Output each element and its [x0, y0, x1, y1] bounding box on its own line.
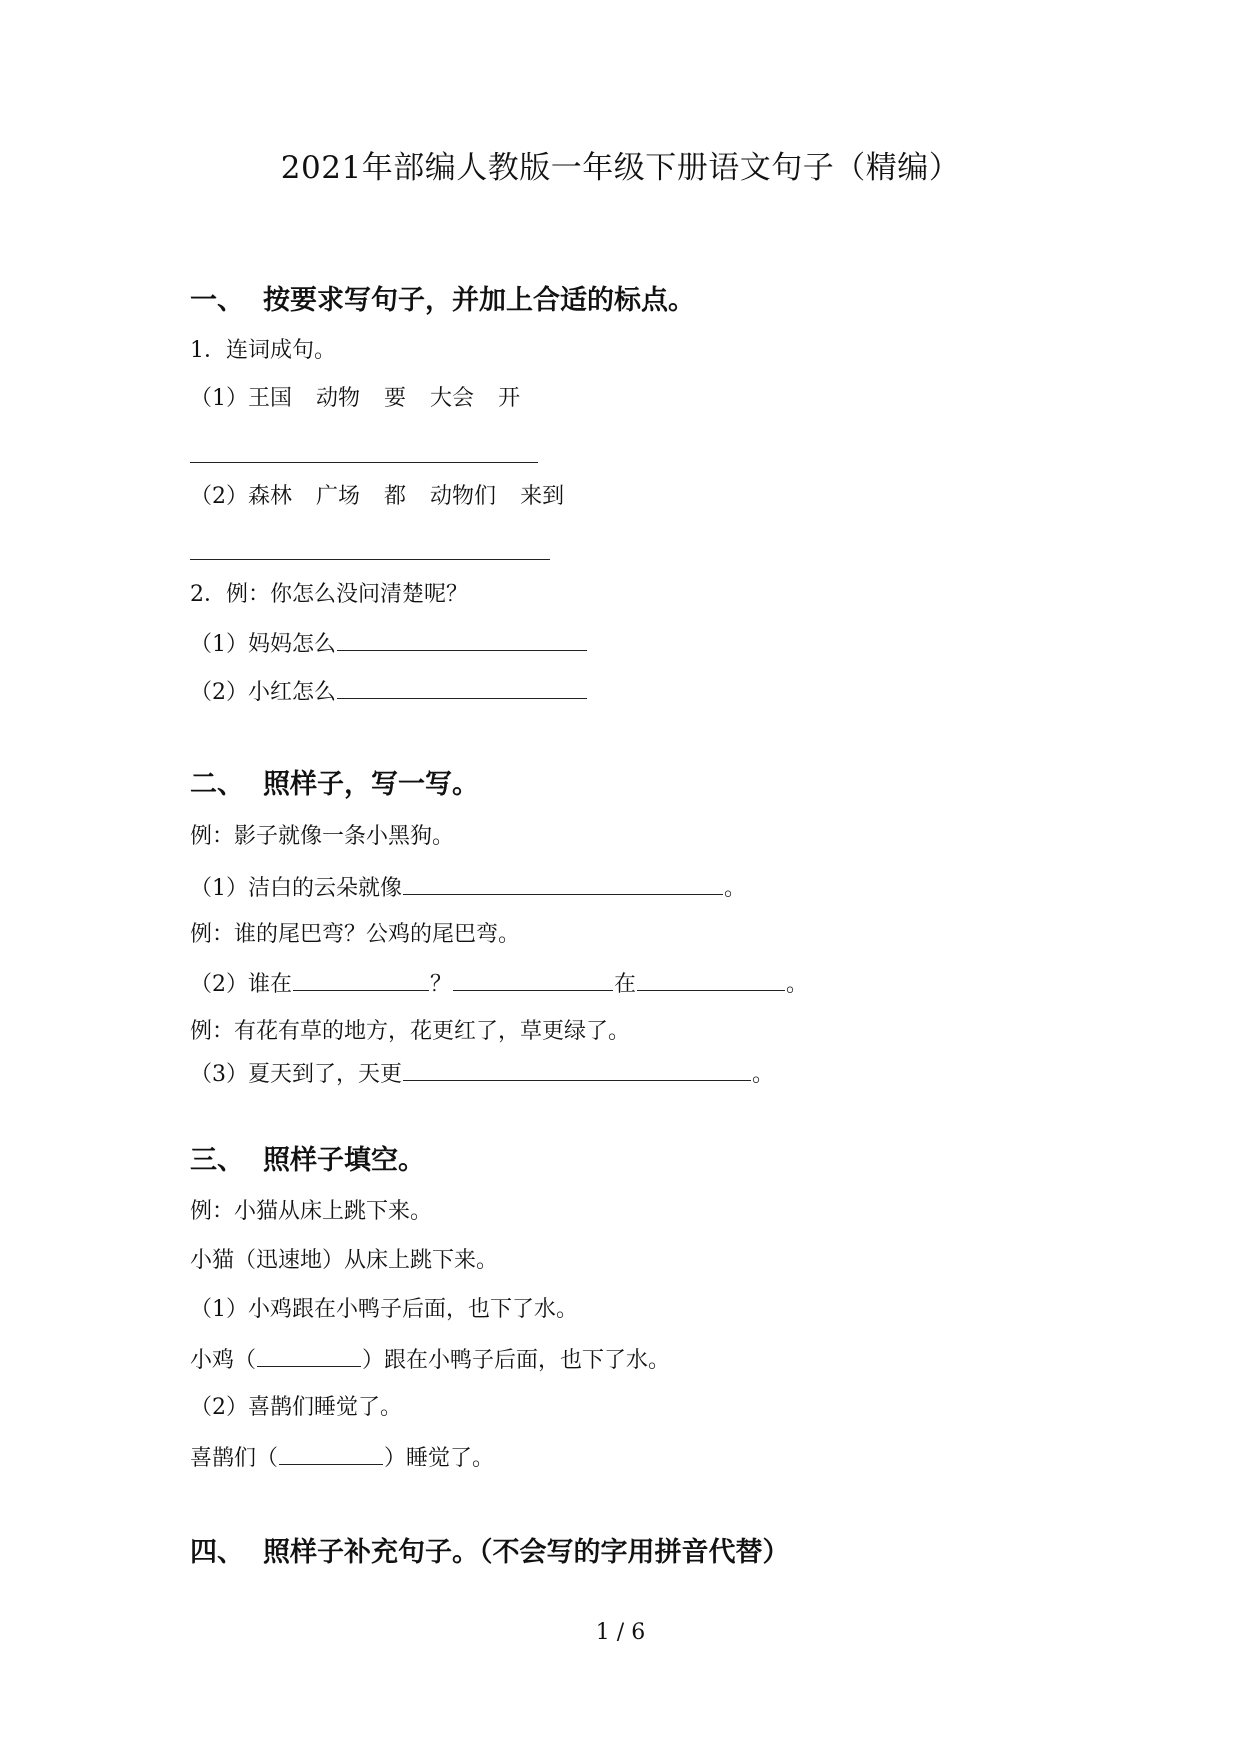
s3-q1-fill — [190, 1344, 670, 1376]
blank[interactable] — [403, 1058, 751, 1081]
blank[interactable] — [453, 968, 613, 991]
section-1-title: 按要求写句子，并加上合适的标点。 — [263, 285, 695, 316]
section-2-heading — [190, 762, 479, 801]
word-4: 大会 — [430, 386, 475, 411]
s2-example-2: 例：谁的尾巴弯？公鸡的尾巴弯。 — [190, 922, 521, 947]
section-2-title: 照样子，写一写。 — [263, 769, 479, 800]
s2-example-1: 例：影子就像一条小黑狗。 — [190, 824, 455, 849]
s1-q2-2 — [190, 676, 588, 708]
answer-line[interactable] — [190, 462, 538, 463]
word-1: 森林 — [248, 484, 293, 509]
s2-q2-prefix: （2）谁在 — [190, 972, 292, 997]
s1-q2-2-text: （2）小红怎么 — [190, 680, 336, 705]
s3-q2-fill-suffix: ）睡觉了。 — [384, 1446, 495, 1471]
s1-q2-label: 2．例：你怎么没问清楚呢？ — [190, 582, 468, 607]
s3-example-1: 例：小猫从床上跳下来。 — [190, 1199, 433, 1224]
s3-q1-fill-prefix: 小鸡（ — [190, 1348, 257, 1373]
blank[interactable] — [257, 1344, 361, 1367]
section-2-number: 二、 — [190, 769, 244, 800]
blank[interactable] — [293, 968, 429, 991]
blank[interactable] — [637, 968, 785, 991]
period: 。 — [724, 876, 747, 901]
section-1-number: 一、 — [190, 285, 244, 316]
word-1: 王国 — [248, 386, 293, 411]
s1-q1-label: 1．连词成句。 — [190, 338, 336, 363]
period: 。 — [786, 972, 809, 997]
s1-q2-1-text: （1）妈妈怎么 — [190, 632, 336, 657]
section-4-heading — [190, 1530, 790, 1569]
s3-example-2: 小猫（迅速地）从床上跳下来。 — [190, 1248, 499, 1273]
section-4-title: 照样子补充句子。（不会写的字用拼音代替） — [263, 1537, 790, 1568]
s2-q2 — [190, 968, 808, 1000]
section-3-number: 三、 — [190, 1145, 244, 1176]
answer-line[interactable] — [190, 559, 550, 560]
s1-q2-1 — [190, 628, 588, 660]
word-4: 动物们 — [430, 484, 497, 509]
blank[interactable] — [403, 872, 723, 895]
page-title: 2021年部编人教版一年级下册语文句子（精编） — [280, 150, 961, 186]
s3-q1-fill-suffix: ）跟在小鸭子后面，也下了水。 — [362, 1348, 671, 1373]
period: 。 — [752, 1062, 775, 1087]
page-number: 1 / 6 — [595, 1620, 646, 1645]
blank[interactable] — [279, 1442, 383, 1465]
word-2: 动物 — [316, 386, 361, 411]
s2-q3 — [190, 1058, 774, 1090]
section-3-title: 照样子填空。 — [263, 1145, 425, 1176]
s3-q1: （1）小鸡跟在小鸭子后面，也下了水。 — [190, 1297, 578, 1322]
s2-q2-mid: 在 — [614, 972, 637, 997]
s1-q1-2-prefix: （2） — [190, 484, 248, 509]
question-mark: ？ — [430, 972, 453, 997]
word-2: 广场 — [316, 484, 361, 509]
s2-q3-text: （3）夏天到了，天更 — [190, 1062, 402, 1087]
s1-q1-1 — [190, 384, 520, 414]
blank[interactable] — [337, 628, 587, 651]
s3-q2: （2）喜鹊们睡觉了。 — [190, 1395, 402, 1420]
s2-q1-text: （1）洁白的云朵就像 — [190, 876, 402, 901]
s2-q1 — [190, 872, 746, 904]
section-1-heading — [190, 278, 695, 317]
section-3-heading — [190, 1138, 425, 1177]
s1-q1-1-prefix: （1） — [190, 386, 248, 411]
word-3: 要 — [384, 386, 407, 411]
section-4-number: 四、 — [190, 1537, 244, 1568]
s3-q2-fill-prefix: 喜鹊们（ — [190, 1446, 279, 1471]
s1-q1-2 — [190, 482, 564, 512]
s2-example-3: 例：有花有草的地方，花更红了，草更绿了。 — [190, 1019, 631, 1044]
blank[interactable] — [337, 676, 587, 699]
word-3: 都 — [384, 484, 407, 509]
word-5: 来到 — [520, 484, 565, 509]
word-5: 开 — [498, 386, 521, 411]
s3-q2-fill — [190, 1442, 494, 1474]
